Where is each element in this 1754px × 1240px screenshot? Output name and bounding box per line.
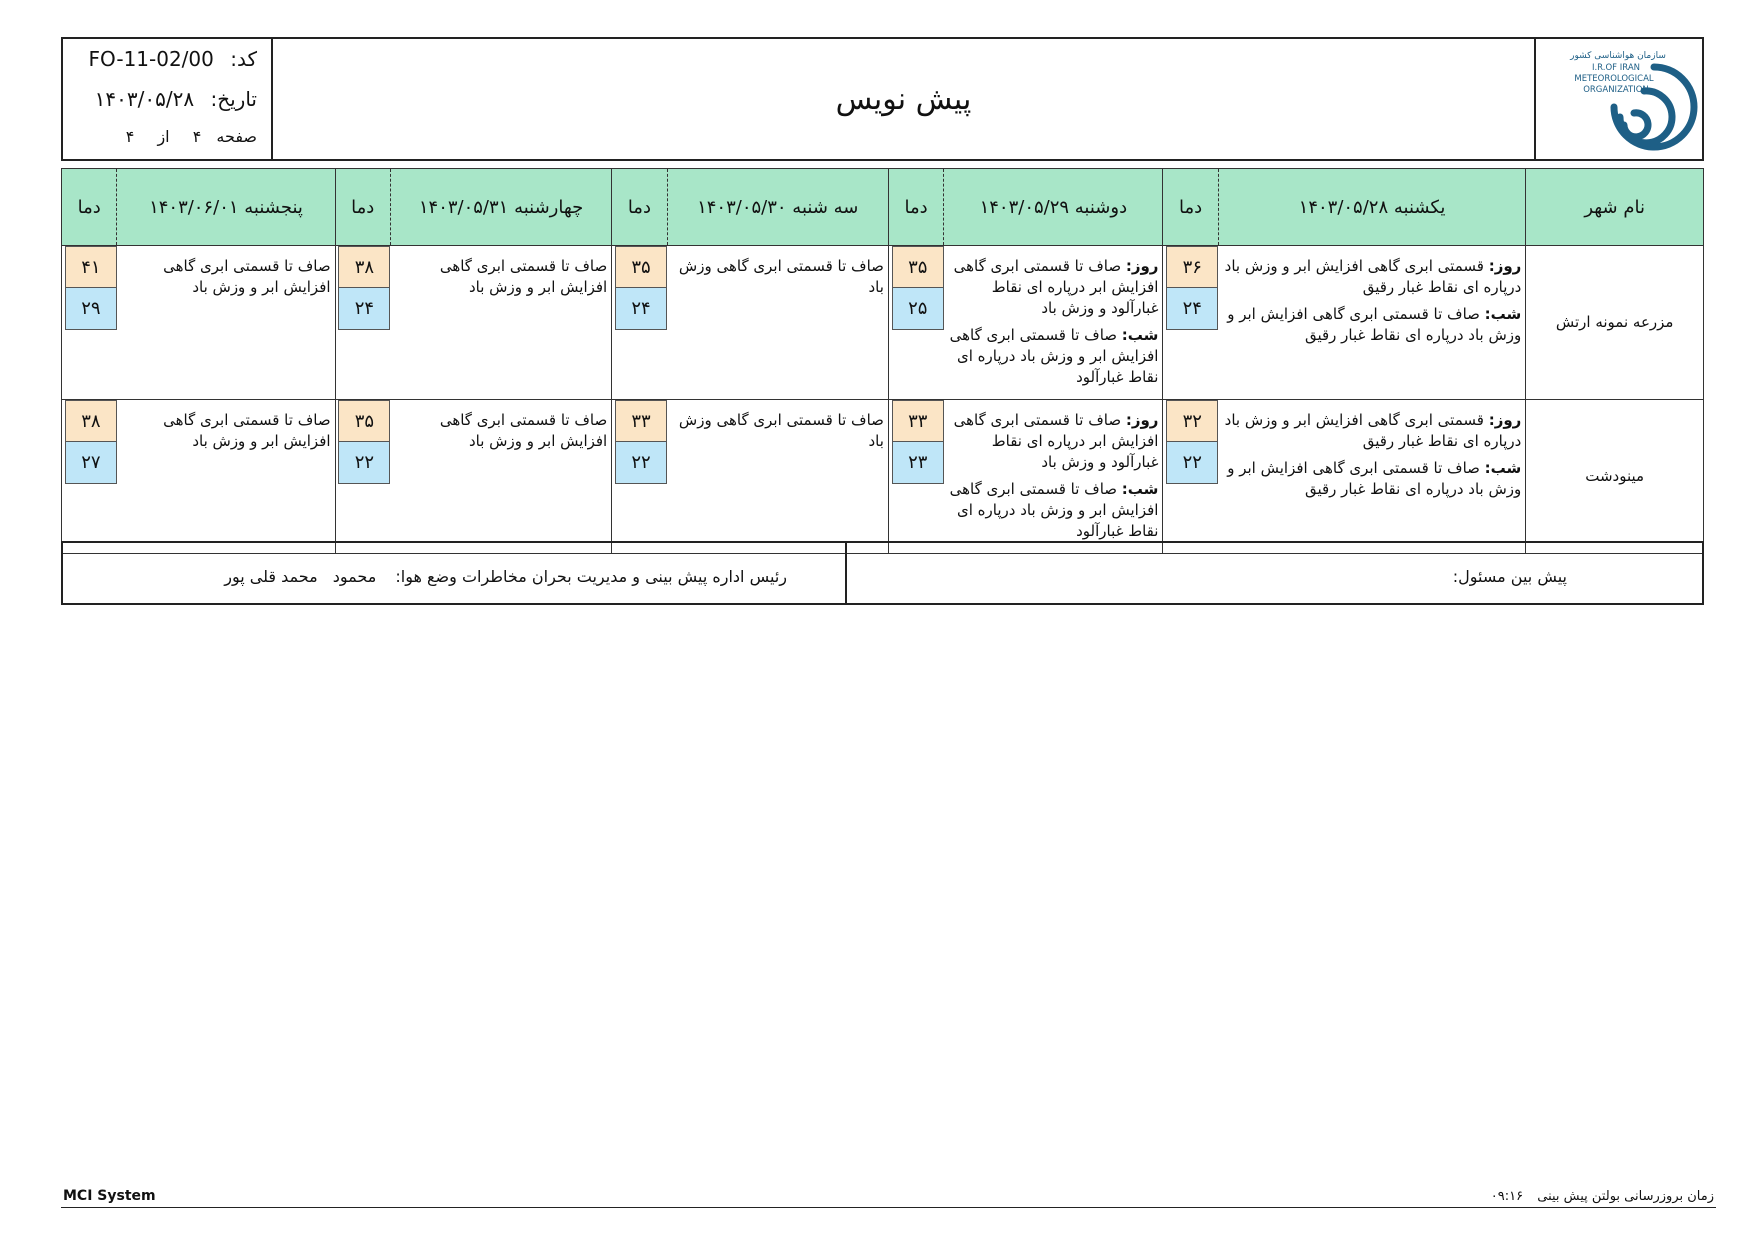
max-temp: ۳۸ (338, 246, 390, 288)
max-temp: ۴۱ (65, 246, 117, 288)
day-label: روز: (1488, 257, 1522, 275)
update-time: ۰۹:۱۶ (1490, 1189, 1524, 1204)
page-total: ۴ (125, 127, 135, 146)
forecast-text: صاف تا قسمتی ابری گاهی افزایش ابر و وزش باد (439, 257, 608, 296)
temp-header: دما (888, 169, 943, 246)
day-label: روز: (1488, 411, 1522, 429)
page-title: پیش نویس (835, 81, 972, 117)
day-text: قسمتی ابری گاهی افزایش ابر و وزش باد درپاره ای نقاط غبار رقیق (1224, 257, 1522, 296)
logo-text-en-3: ORGANIZATION (1583, 85, 1649, 95)
day-header-tue: سه شنبه ۱۴۰۳/۰۵/۳۰ (667, 169, 888, 246)
temp-cell (612, 400, 667, 554)
forecaster-label: پیش بین مسئول: (1452, 567, 1567, 586)
forecast-cell (667, 246, 888, 400)
table-header-row (62, 169, 1704, 246)
footer-divider (61, 1207, 1716, 1208)
forecast-text: صاف تا قسمتی ابری گاهی افزایش ابر و وزش باد (163, 257, 331, 296)
document-header (61, 37, 1704, 161)
forecast-cell (117, 246, 335, 400)
day-header-sun: یکشنبه ۱۴۰۳/۰۵/۲۸ (1218, 169, 1526, 246)
date-label: تاریخ: (210, 87, 257, 111)
table-row (62, 400, 1704, 554)
forecast-cell (117, 400, 335, 554)
date-row (85, 87, 257, 111)
max-temp: ۳۲ (1166, 400, 1218, 442)
min-temp: ۲۴ (338, 288, 390, 330)
temp-cell (888, 400, 943, 554)
temp-cell (1163, 246, 1218, 400)
night-text: صاف تا قسمتی ابری گاهی افزایش ابر و وزش باد درپاره ای نقاط غبارآلود (949, 326, 1159, 386)
day-header-mon: دوشنبه ۱۴۰۳/۰۵/۲۹ (944, 169, 1163, 246)
update-label: زمان بروزرسانی بولتن پیش بینی (1537, 1189, 1714, 1204)
temp-cell (888, 246, 943, 400)
temp-cell (612, 246, 667, 400)
night-label: شب: (1121, 480, 1159, 498)
city-column-header: نام شهر (1526, 169, 1704, 246)
temp-header: دما (1163, 169, 1218, 246)
temp-cell (62, 400, 117, 554)
city-name: مزرعه نمونه ارتش (1526, 246, 1704, 400)
forecast-text: صاف تا قسمتی ابری گاهی وزش باد (678, 411, 884, 450)
day-text: صاف تا قسمتی ابری گاهی افزایش ابر درپاره ای نقاط غبارآلود و وزش باد (953, 257, 1159, 317)
temp-header: دما (612, 169, 667, 246)
min-temp: ۲۳ (892, 442, 944, 484)
date-value: ۱۴۰۳/۰۵/۲۸ (94, 87, 195, 111)
night-label: شب: (1484, 459, 1522, 477)
min-temp: ۲۲ (615, 442, 667, 484)
max-temp: ۳۳ (892, 400, 944, 442)
logo-text-en-2: METEOROLOGICAL (1574, 74, 1654, 84)
logo-text-en-1: I.R.OF IRAN (1591, 63, 1641, 73)
max-temp: ۳۵ (892, 246, 944, 288)
system-name: MCI System (63, 1188, 156, 1204)
logo-text-fa: سازمان هواشناسی کشور (1570, 51, 1666, 61)
min-temp: ۲۲ (338, 442, 390, 484)
signature-box (61, 541, 1704, 605)
max-temp: ۳۵ (615, 246, 667, 288)
meteorological-logo-icon (1536, 39, 1702, 159)
page-row (116, 127, 257, 146)
max-temp: ۳۶ (1166, 246, 1218, 288)
temp-cell (1163, 400, 1218, 554)
max-temp: ۳۵ (338, 400, 390, 442)
code-row (79, 47, 257, 71)
forecast-cell (390, 246, 611, 400)
night-label: شب: (1121, 326, 1159, 344)
night-text: صاف تا قسمتی ابری گاهی افزایش ابر و وزش باد درپاره ای نقاط غبار رقیق (1227, 305, 1522, 344)
city-name: مینودشت (1526, 400, 1704, 554)
approver-first-name: محمود (332, 567, 377, 586)
temp-header: دما (62, 169, 117, 246)
min-temp: ۲۴ (615, 288, 667, 330)
code-value: FO-11-02/00 (88, 47, 214, 71)
approver-line (224, 567, 787, 586)
night-label: شب: (1484, 305, 1522, 323)
max-temp: ۳۳ (615, 400, 667, 442)
day-text: صاف تا قسمتی ابری گاهی افزایش ابر درپاره ای نقاط غبارآلود و وزش باد (953, 411, 1159, 471)
organization-logo (1534, 39, 1702, 159)
min-temp: ۲۷ (65, 442, 117, 484)
day-header-wed: چهارشنبه ۱۴۰۳/۰۵/۳۱ (390, 169, 611, 246)
temp-header: دما (335, 169, 390, 246)
forecast-text: صاف تا قسمتی ابری گاهی افزایش ابر و وزش باد (163, 411, 331, 450)
temp-cell (335, 246, 390, 400)
update-time-line (1491, 1189, 1714, 1204)
page-current: ۴ (192, 127, 202, 146)
code-label: کد: (230, 47, 257, 71)
approver-section (63, 543, 847, 603)
approver-last-name: محمد قلی پور (224, 567, 318, 586)
forecast-cell (944, 246, 1163, 400)
forecast-cell (1218, 400, 1526, 554)
min-temp: ۲۹ (65, 288, 117, 330)
page-label: صفحه (216, 127, 257, 146)
day-text: قسمتی ابری گاهی افزایش ابر و وزش باد درپاره ای نقاط غبار رقیق (1224, 411, 1522, 450)
document-meta (63, 39, 273, 159)
forecast-text: صاف تا قسمتی ابری گاهی وزش باد (678, 257, 884, 296)
day-header-thu: پنجشنبه ۱۴۰۳/۰۶/۰۱ (117, 169, 335, 246)
day-label: روز: (1125, 257, 1159, 275)
max-temp: ۳۸ (65, 400, 117, 442)
forecast-cell (667, 400, 888, 554)
forecast-text: صاف تا قسمتی ابری گاهی افزایش ابر و وزش باد (439, 411, 608, 450)
night-text: صاف تا قسمتی ابری گاهی افزایش ابر و وزش باد درپاره ای نقاط غبار رقیق (1227, 459, 1522, 498)
forecast-cell (390, 400, 611, 554)
table-row (62, 246, 1704, 400)
min-temp: ۲۴ (1166, 288, 1218, 330)
temp-cell (62, 246, 117, 400)
forecast-cell (1218, 246, 1526, 400)
day-label: روز: (1125, 411, 1159, 429)
night-text: صاف تا قسمتی ابری گاهی افزایش ابر و وزش باد درپاره ای نقاط غبارآلود (949, 480, 1159, 540)
temp-cell (335, 400, 390, 554)
page-of: از (157, 127, 170, 146)
min-temp: ۲۲ (1166, 442, 1218, 484)
forecast-table (61, 168, 1704, 554)
approver-title: رئیس اداره پیش بینی و مدیریت بحران مخاطرات وضع هوا: (395, 567, 787, 586)
min-temp: ۲۵ (892, 288, 944, 330)
forecast-cell (944, 400, 1163, 554)
